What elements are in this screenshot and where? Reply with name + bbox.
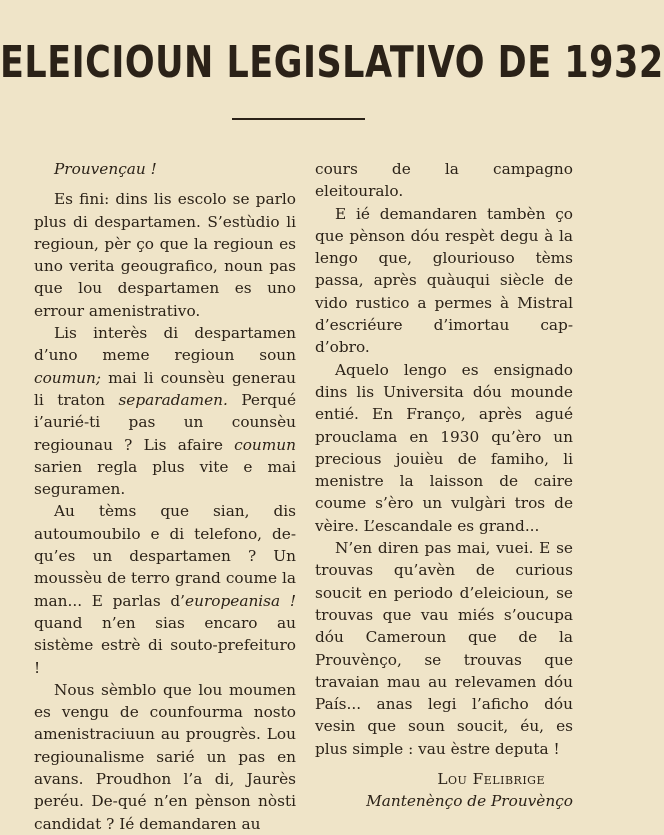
right-column [315,158,573,813]
document-title: ELEICIOUN LEGISLATIVO DE 1932 [0,38,664,88]
left-column [34,158,296,835]
right-paragraph-2: E ié demandaren tambèn ço que pènson dóu respèt degu à la lengo que, glouriouso tèms passa, après quàuqui siècle de vido rustico a permes à Mistral d’escriéure d’imortau cap-d’obro. [315,204,573,357]
emphasis-separadamen: separadamen. [118,390,228,409]
emphasis-coumun: coumun; [34,368,101,387]
title-underline [232,118,365,120]
right-paragraph-3: Aquelo lengo es ensignado dins lis Universita dóu mounde entié. En Franço, après agué prouclama en 1930 qu’èro un precious jouièu de famiho, li menistre la laisson de caire coume s’èro un vulgàri tros de vèire. L’escandale es grand... [315,360,573,535]
left-paragraph-3 [34,500,296,678]
left-paragraph-2 [34,322,296,500]
left-paragraph-2-text-d: sarien regla plus vite e mai seguramen. [34,457,296,499]
left-paragraph-2-text-c: Perqué i’aurié-ti pas un counsèu regiounau ? Lis afaire [34,390,296,454]
left-paragraph-4: Nous sèmblo que lou moumen es vengu de counfourma nosto amenistraciuun au prougrès. Lou regiounalisme sarié un pas en avans. Proudhon l’a di, Jaurès peréu. De-qué n’en pènson nòsti candidat ? Ié demandaren au [34,680,296,833]
signature-role: Mantenènço de Prouvènço [366,792,573,811]
emphasis-europeanisa: europeanisa ! [185,591,296,610]
left-paragraph-2-text-a: Lis interès di despartamen d’uno meme regioun soun [34,324,296,365]
left-paragraph-2-text-b: mai li counsèu generau li traton [34,368,296,409]
right-paragraph-1: cours de la campagno eleitouralo. [315,160,573,201]
left-paragraph-3-text-b: quand n’en sias encaro au sistème estrè di souto-prefeituro ! [34,613,296,677]
right-paragraph-4: N’en diren pas mai, vuei. E se trouvas qu’avèn de curious soucit en periodo d’eleicioun, se trouvas que vau miés s’oucupa dóu Cameroun que de la Prouvènço, se trouvas que travaian mau au relevamen dóu País... anas legi l’aficho dóu vesin que soun soucit, éu, es plus simple : vau èstre deputa ! [315,539,573,758]
signature-name: Lou Felibrige [437,770,545,789]
emphasis-coumun-2: coumun [234,435,296,454]
left-paragraph-1: Es fini: dins lis escolo se parlo plus di despartamen. S’estùdio li regioun, pèr ço que la regioun es uno verita geougrafico, noun pas que lou despartamen es uno errour amenistrativo. [34,190,296,320]
greeting: Prouvençau ! [54,160,157,178]
left-paragraph-3-text-a: Au tèms que sian, dis autoumoubilo e di telefono, de-qu’es un despartamen ? Un moussèu de terro grand coume la man... E parlas d’ [34,502,296,610]
signature [315,768,573,813]
